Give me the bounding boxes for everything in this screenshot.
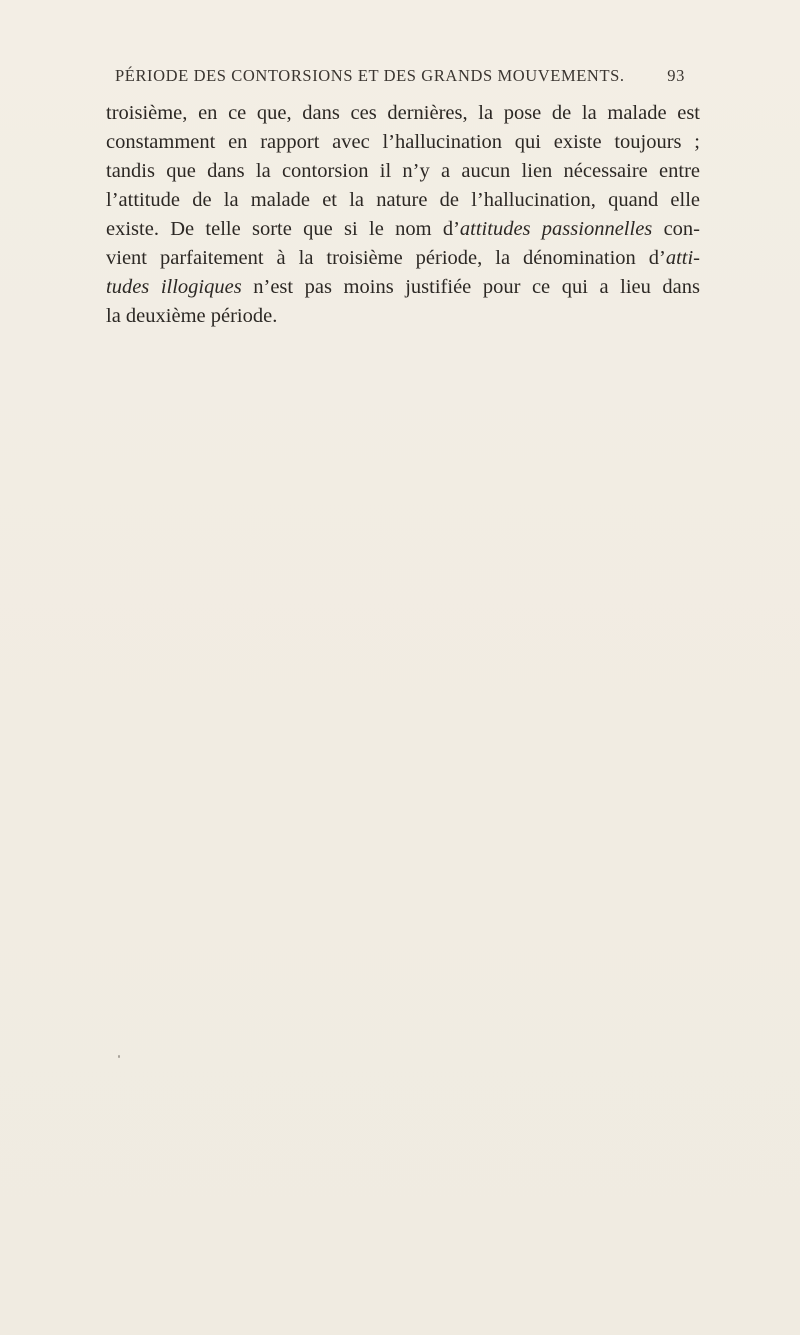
- italic-term: atti-: [665, 247, 700, 269]
- body-paragraph: [106, 99, 700, 331]
- text-line: troisième, en ce que, dans ces dernières, la pose de la malade est: [106, 102, 700, 124]
- text-line: l’attitude de la malade et la nature de l’hallucination, quand elle: [106, 189, 700, 211]
- text-line: tudes illogiques n’est pas moins justifiée pour ce qui a lieu dans: [106, 276, 700, 298]
- text-line: la deuxième période.: [106, 305, 278, 327]
- text-line: tandis que dans la contorsion il n’y a aucun lien nécessaire entre: [106, 160, 700, 182]
- running-head-title: PÉRIODE DES CONTORSIONS ET DES GRANDS MOUVEMENTS.: [115, 66, 625, 85]
- italic-term: attitudes passionnelles: [459, 218, 653, 240]
- running-head: [115, 66, 685, 86]
- text-line: vient parfaitement à la troisième période, la dénomination d’atti-: [106, 247, 700, 269]
- italic-term: tudes illogiques: [106, 276, 242, 298]
- text-line: constamment en rapport avec l’hallucination qui existe toujours ;: [106, 131, 700, 153]
- page-number: 93: [667, 66, 685, 85]
- paper-speck: [118, 1055, 120, 1058]
- text-line: existe. De telle sorte que si le nom d’attitudes passionnelles con-: [106, 218, 700, 240]
